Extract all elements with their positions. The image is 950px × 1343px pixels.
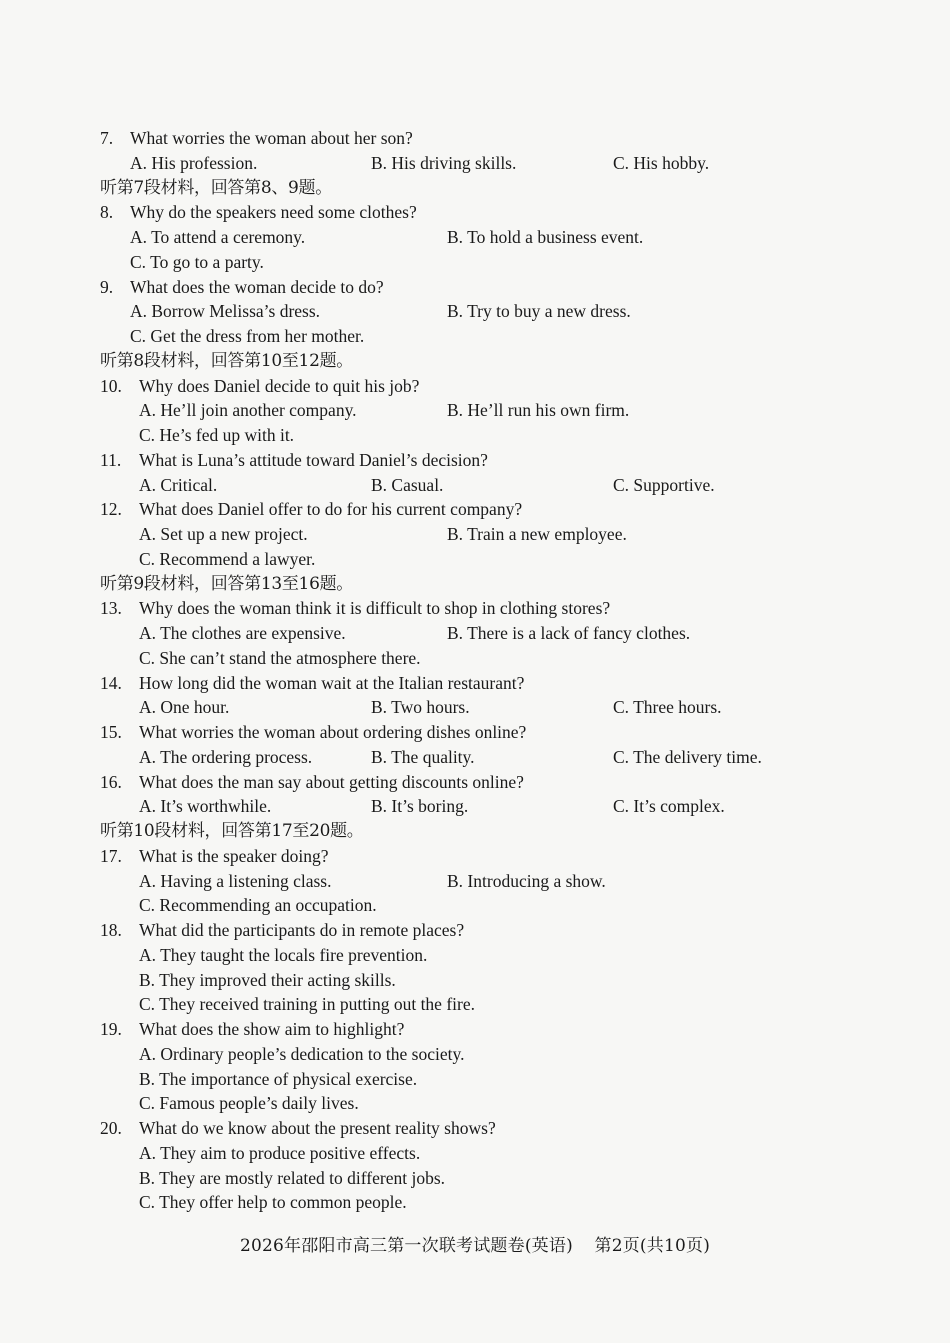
option-c: C. Famous people’s daily lives. xyxy=(139,1093,359,1114)
option-a: A. Ordinary people’s dedication to the society. xyxy=(139,1043,465,1064)
option-b: B. He’ll run his own firm. xyxy=(447,400,630,421)
options-row xyxy=(0,745,950,770)
question-number: 8. xyxy=(100,202,114,223)
question-text: What does the man say about getting discounts online? xyxy=(139,771,524,792)
options-row xyxy=(0,423,950,448)
question-14 xyxy=(0,671,950,696)
question-number: 17. xyxy=(100,845,122,866)
section-instruction: 听第8段材料，回答第10至12题。 xyxy=(100,350,353,371)
options-row xyxy=(0,1166,950,1191)
question-15 xyxy=(0,720,950,745)
question-number: 11. xyxy=(100,449,122,470)
option-a: A. He’ll join another company. xyxy=(139,400,357,421)
option-b: B. Introducing a show. xyxy=(447,870,606,891)
question-number: 18. xyxy=(100,920,122,940)
options-row xyxy=(0,1042,950,1067)
option-a: A. Set up a new project. xyxy=(139,524,308,544)
options-row xyxy=(0,1141,950,1166)
question-text: Why does the woman think it is difficult to shop in clothing stores? xyxy=(139,598,611,619)
options-row xyxy=(0,151,950,176)
option-c: C. They offer help to common people. xyxy=(139,1192,407,1213)
options-row xyxy=(0,794,950,819)
option-c: C. Supportive. xyxy=(613,474,715,495)
option-a: A. One hour. xyxy=(139,697,230,718)
section-heading xyxy=(0,176,950,201)
question-number: 12. xyxy=(100,499,122,520)
options-row xyxy=(0,968,950,993)
option-b: B. His driving skills. xyxy=(371,152,517,173)
options-row xyxy=(0,869,950,894)
options-row xyxy=(0,943,950,968)
question-text: What worries the woman about ordering dishes online? xyxy=(139,722,527,742)
question-20 xyxy=(0,1116,950,1141)
question-text: What is Luna’s attitude toward Daniel’s decision? xyxy=(139,449,488,470)
section-heading xyxy=(0,572,950,597)
option-a: A. His profession. xyxy=(130,152,258,173)
section-instruction: 听第7段材料，回答第8、9题。 xyxy=(100,177,332,198)
section-heading xyxy=(0,819,950,844)
option-a: A. To attend a ceremony. xyxy=(130,227,306,247)
option-c: C. Get the dress from her mother. xyxy=(130,326,365,346)
question-8 xyxy=(0,200,950,225)
question-7 xyxy=(0,126,950,151)
option-a: A. They aim to produce positive effects. xyxy=(139,1142,421,1163)
options-row xyxy=(0,299,950,324)
option-b: B. They improved their acting skills. xyxy=(139,969,396,990)
options-row xyxy=(0,893,950,918)
question-text: How long did the woman wait at the Italian restaurant? xyxy=(139,672,525,693)
section-instruction: 听第10段材料，回答第17至20题。 xyxy=(100,821,364,841)
option-c: C. Recommend a lawyer. xyxy=(139,548,316,569)
options-row xyxy=(0,695,950,720)
options-row xyxy=(0,646,950,671)
option-a: A. Having a listening class. xyxy=(139,870,332,891)
question-text: What does the woman decide to do? xyxy=(130,276,384,297)
option-b: B. Train a new employee. xyxy=(447,524,627,544)
page-number: 第2页(共10页) xyxy=(594,1236,711,1256)
options-row xyxy=(0,324,950,349)
options-row xyxy=(0,1067,950,1092)
option-a: A. Critical. xyxy=(139,474,218,495)
option-c: C. They received training in putting out the fire. xyxy=(139,994,475,1015)
question-19 xyxy=(0,1017,950,1042)
options-row xyxy=(0,1190,950,1215)
option-a: A. Borrow Melissa’s dress. xyxy=(130,301,321,322)
question-9 xyxy=(0,275,950,300)
question-number: 20. xyxy=(100,1118,122,1138)
option-b: B. They are mostly related to different jobs. xyxy=(139,1167,446,1188)
option-a: A. It’s worthwhile. xyxy=(139,796,272,817)
options-row xyxy=(0,992,950,1017)
options-row xyxy=(0,225,950,250)
question-12 xyxy=(0,497,950,522)
question-text: What does Daniel offer to do for his current company? xyxy=(139,499,523,520)
exam-title: 2026年邵阳市高三第一次联考试题卷(英语) xyxy=(239,1236,573,1256)
option-a: A. They taught the locals fire prevention. xyxy=(139,944,428,965)
question-10 xyxy=(0,374,950,399)
question-text: What is the speaker doing? xyxy=(139,845,329,866)
options-row xyxy=(0,547,950,572)
page-footer xyxy=(0,1231,950,1256)
options-row xyxy=(0,398,950,423)
question-17 xyxy=(0,844,950,869)
question-11 xyxy=(0,448,950,473)
options-row xyxy=(0,1091,950,1116)
question-number: 19. xyxy=(100,1019,122,1039)
option-a: A. The clothes are expensive. xyxy=(139,623,346,643)
options-row xyxy=(0,522,950,547)
question-18 xyxy=(0,918,950,943)
option-b: B. It’s boring. xyxy=(371,796,469,817)
section-heading xyxy=(0,349,950,374)
question-number: 7. xyxy=(100,128,114,148)
question-text: What does the show aim to highlight? xyxy=(139,1019,405,1039)
question-text: What do we know about the present reality shows? xyxy=(139,1118,496,1138)
question-number: 16. xyxy=(100,771,122,792)
question-number: 14. xyxy=(100,672,122,693)
question-text: Why do the speakers need some clothes? xyxy=(130,202,417,223)
question-number: 13. xyxy=(100,598,122,619)
options-row xyxy=(0,250,950,275)
option-c: C. The delivery time. xyxy=(613,746,762,767)
question-number: 10. xyxy=(100,375,122,396)
option-b: B. The quality. xyxy=(371,746,475,767)
options-row xyxy=(0,621,950,646)
question-16 xyxy=(0,770,950,795)
option-b: B. Two hours. xyxy=(371,697,470,718)
exam-page-content xyxy=(0,126,950,1215)
option-c: C. He’s fed up with it. xyxy=(139,425,295,445)
option-c: C. His hobby. xyxy=(613,152,710,173)
option-b: B. Casual. xyxy=(371,474,444,495)
options-row xyxy=(0,473,950,498)
option-c: C. To go to a party. xyxy=(130,251,264,272)
option-c: C. It’s complex. xyxy=(613,796,725,817)
option-b: B. There is a lack of fancy clothes. xyxy=(447,623,691,643)
option-a: A. The ordering process. xyxy=(139,746,313,767)
option-b: B. Try to buy a new dress. xyxy=(447,301,631,322)
question-13 xyxy=(0,596,950,621)
section-instruction: 听第9段材料，回答第13至16题。 xyxy=(100,573,353,594)
option-c: C. She can’t stand the atmosphere there. xyxy=(139,647,421,668)
option-c: C. Recommending an occupation. xyxy=(139,895,377,916)
option-b: B. The importance of physical exercise. xyxy=(139,1068,418,1089)
option-b: B. To hold a business event. xyxy=(447,227,644,247)
question-text: What did the participants do in remote places? xyxy=(139,920,465,940)
question-text: What worries the woman about her son? xyxy=(130,128,413,148)
question-number: 15. xyxy=(100,722,122,742)
question-text: Why does Daniel decide to quit his job? xyxy=(139,375,420,396)
option-c: C. Three hours. xyxy=(613,697,722,718)
question-number: 9. xyxy=(100,276,114,297)
